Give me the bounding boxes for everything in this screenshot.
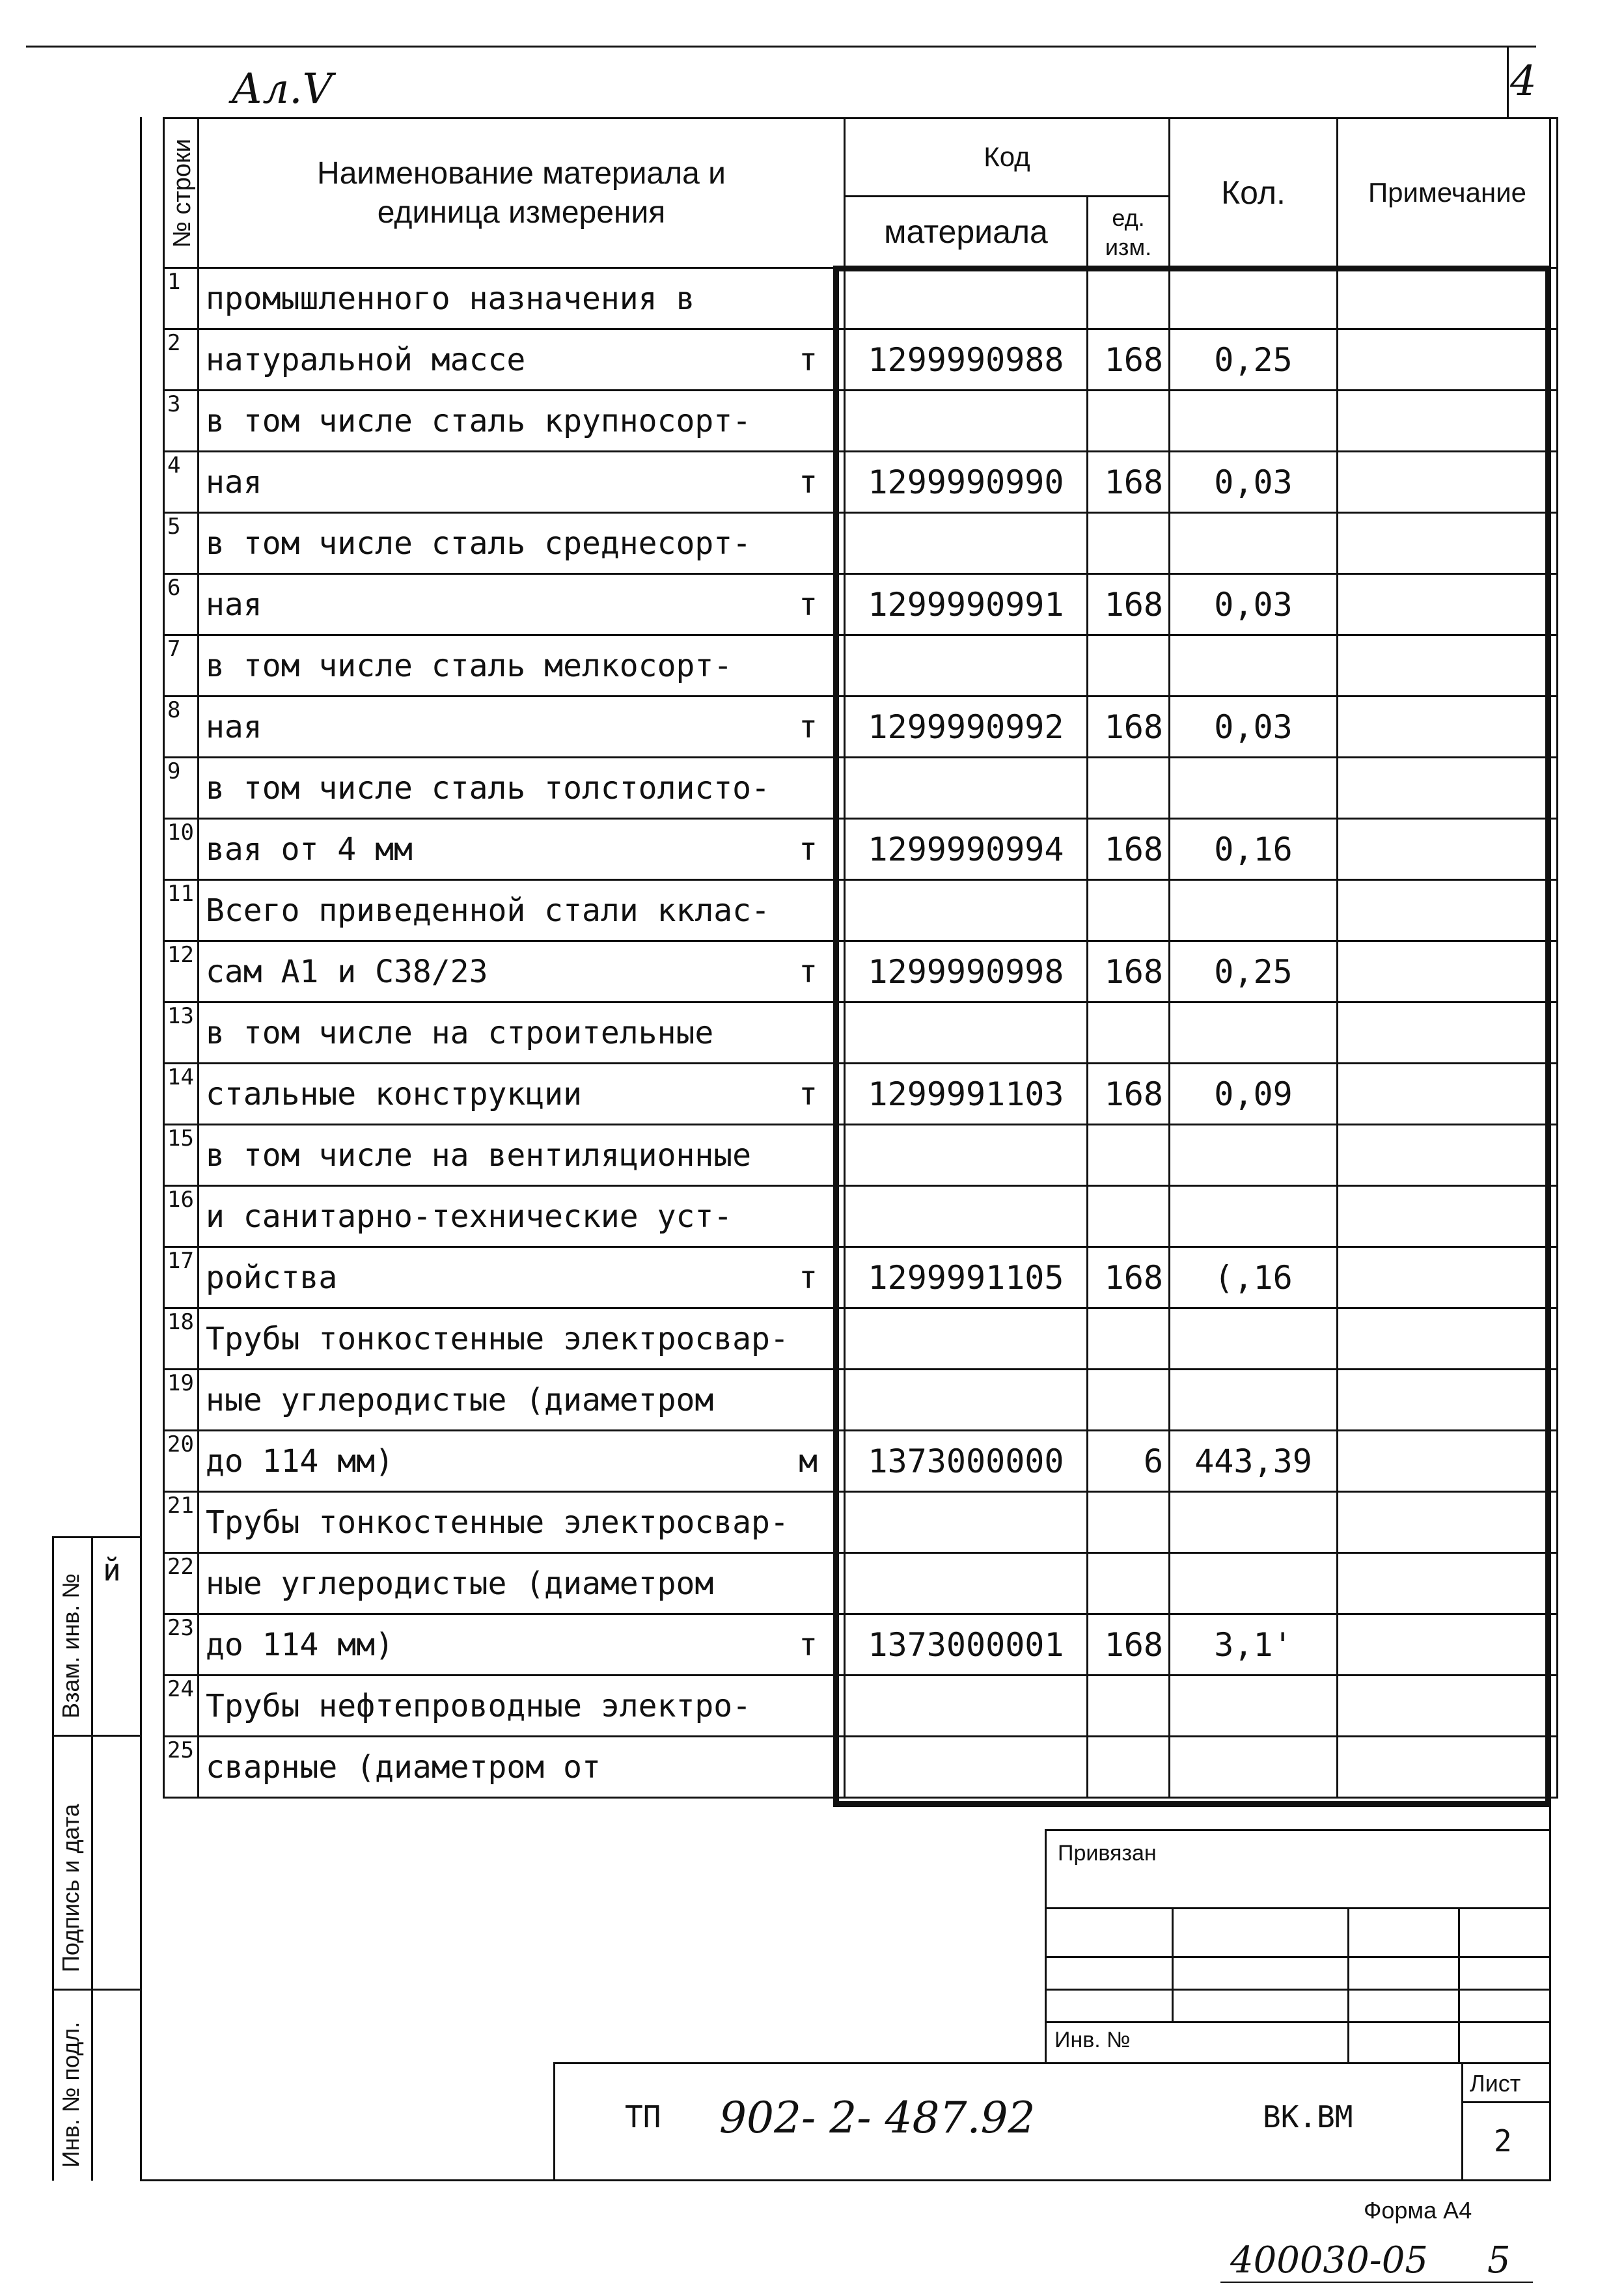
row-unit-code bbox=[1088, 1186, 1170, 1247]
row-name: в том числе на строительные bbox=[206, 1014, 714, 1051]
table-row bbox=[164, 452, 1558, 513]
margin-strip-div-2 bbox=[52, 1989, 142, 1991]
row-unit-code bbox=[1088, 1125, 1170, 1186]
stamp-sheet-no: 2 bbox=[1494, 2123, 1512, 2159]
margin-strip-div-1 bbox=[52, 1735, 142, 1737]
row-quantity bbox=[1170, 1002, 1338, 1064]
row-material-code bbox=[845, 1125, 1088, 1186]
header-note: Примечание bbox=[1338, 118, 1558, 268]
row-name: в том числе сталь мелкосорт- bbox=[206, 647, 733, 684]
row-material-code: 1299990992 bbox=[845, 697, 1088, 758]
table-row bbox=[164, 574, 1558, 635]
header-row-no bbox=[164, 118, 199, 268]
table-row bbox=[164, 1614, 1558, 1676]
table-row bbox=[164, 1737, 1558, 1798]
row-name-cell bbox=[199, 1125, 845, 1186]
row-material-code: 1373000001 bbox=[845, 1614, 1088, 1676]
row-note bbox=[1338, 268, 1558, 329]
row-number: 12 bbox=[164, 941, 199, 1002]
row-name-cell bbox=[199, 1431, 845, 1492]
row-unit-code bbox=[1088, 1737, 1170, 1798]
stamp-col-2 bbox=[1347, 1907, 1349, 2063]
row-name-cell bbox=[199, 1370, 845, 1431]
row-name: промышленного назначения в bbox=[206, 280, 695, 317]
row-name: в том числе сталь крупносорт- bbox=[206, 402, 752, 439]
row-number: 10 bbox=[164, 819, 199, 880]
row-quantity: 0,09 bbox=[1170, 1064, 1338, 1125]
row-number: 22 bbox=[164, 1553, 199, 1614]
row-quantity bbox=[1170, 1186, 1338, 1247]
table-row bbox=[164, 1492, 1558, 1553]
row-quantity bbox=[1170, 880, 1338, 941]
row-material-code bbox=[845, 268, 1088, 329]
table-row bbox=[164, 941, 1558, 1002]
row-material-code bbox=[845, 758, 1088, 819]
row-quantity bbox=[1170, 635, 1338, 697]
table-row bbox=[164, 1002, 1558, 1064]
row-quantity bbox=[1170, 758, 1338, 819]
row-material-code: 1299990990 bbox=[845, 452, 1088, 513]
stamp-tp-prefix: ТП bbox=[625, 2099, 661, 2134]
row-name: Трубы нефтепроводные электро- bbox=[206, 1687, 752, 1724]
row-unit: т bbox=[799, 953, 818, 990]
row-number: 24 bbox=[164, 1676, 199, 1737]
header-code-unit-label: ед. изм. bbox=[1105, 204, 1152, 260]
row-note bbox=[1338, 1247, 1558, 1308]
row-unit-code: 168 bbox=[1088, 1614, 1170, 1676]
table-row bbox=[164, 1676, 1558, 1737]
row-note bbox=[1338, 1125, 1558, 1186]
row-unit-code: 6 bbox=[1088, 1431, 1170, 1492]
row-material-code: 1299990998 bbox=[845, 941, 1088, 1002]
row-material-code bbox=[845, 1676, 1088, 1737]
row-number: 7 bbox=[164, 635, 199, 697]
row-name: ные углеродистые (диаметром bbox=[206, 1381, 714, 1418]
row-unit-code bbox=[1088, 1492, 1170, 1553]
stamp-sheet-label: Лист bbox=[1470, 2070, 1521, 2097]
row-name: до 114 мм) bbox=[206, 1626, 394, 1663]
row-name: в том числе на вентиляционные bbox=[206, 1137, 752, 1174]
row-number: 9 bbox=[164, 758, 199, 819]
row-name-cell bbox=[199, 1247, 845, 1308]
header-row-no-label: № строки bbox=[168, 138, 196, 248]
row-number: 2 bbox=[164, 329, 199, 391]
row-note bbox=[1338, 1553, 1558, 1614]
header-code-material: материала bbox=[845, 197, 1088, 268]
row-unit-code bbox=[1088, 268, 1170, 329]
table-row bbox=[164, 1247, 1558, 1308]
side-label-inv-podl: Инв. № подл. bbox=[57, 2021, 84, 2168]
header-code: Код bbox=[845, 118, 1170, 197]
row-note bbox=[1338, 1002, 1558, 1064]
row-name: ная bbox=[206, 463, 262, 501]
row-name-cell bbox=[199, 329, 845, 391]
side-mark-vzam: й bbox=[103, 1552, 121, 1588]
album-mark: Ал.V bbox=[231, 65, 333, 113]
row-name-cell bbox=[199, 819, 845, 880]
row-name-cell bbox=[199, 1186, 845, 1247]
row-name-cell bbox=[199, 513, 845, 574]
footer-archive-no: 400030-05 bbox=[1230, 2239, 1428, 2282]
row-number: 16 bbox=[164, 1186, 199, 1247]
row-name-cell bbox=[199, 391, 845, 452]
stamp-col-3 bbox=[1458, 1907, 1460, 2063]
row-quantity bbox=[1170, 1308, 1338, 1370]
table-row bbox=[164, 1125, 1558, 1186]
row-name-cell bbox=[199, 268, 845, 329]
row-number: 3 bbox=[164, 391, 199, 452]
row-name-cell bbox=[199, 941, 845, 1002]
row-material-code bbox=[845, 513, 1088, 574]
row-unit-code bbox=[1088, 1308, 1170, 1370]
table-row bbox=[164, 1370, 1558, 1431]
row-unit: т bbox=[799, 586, 818, 623]
row-name: ная bbox=[206, 708, 262, 745]
row-name-cell bbox=[199, 697, 845, 758]
row-note bbox=[1338, 1492, 1558, 1553]
page-number: 4 bbox=[1510, 57, 1537, 105]
row-name: ные углеродистые (диаметром bbox=[206, 1565, 714, 1602]
row-number: 20 bbox=[164, 1431, 199, 1492]
row-name-cell bbox=[199, 452, 845, 513]
row-name: и санитарно-технические уст- bbox=[206, 1198, 733, 1235]
row-name-cell bbox=[199, 1737, 845, 1798]
stamp-line-4 bbox=[1045, 2021, 1551, 2023]
row-quantity bbox=[1170, 1676, 1338, 1737]
stamp-main-left bbox=[553, 2062, 555, 2181]
row-note bbox=[1338, 697, 1558, 758]
header-code-unit bbox=[1088, 197, 1170, 268]
row-quantity bbox=[1170, 1125, 1338, 1186]
row-unit: т bbox=[799, 831, 818, 868]
row-material-code: 1299990988 bbox=[845, 329, 1088, 391]
row-note bbox=[1338, 1431, 1558, 1492]
side-label-podpis: Подпись и дата bbox=[57, 1804, 84, 1972]
frame-bottom-line bbox=[140, 2179, 1551, 2181]
row-note bbox=[1338, 635, 1558, 697]
table-row bbox=[164, 391, 1558, 452]
row-name: сам А1 и С38/23 bbox=[206, 953, 488, 990]
row-unit-code: 168 bbox=[1088, 1247, 1170, 1308]
row-name-cell bbox=[199, 635, 845, 697]
stamp-top-line bbox=[1045, 1829, 1551, 1831]
row-name-cell bbox=[199, 1676, 845, 1737]
row-note bbox=[1338, 391, 1558, 452]
table-body bbox=[164, 268, 1558, 1798]
row-name: сварные (диаметром от bbox=[206, 1748, 601, 1786]
row-name-cell bbox=[199, 574, 845, 635]
row-quantity: 0,03 bbox=[1170, 574, 1338, 635]
table-row bbox=[164, 819, 1558, 880]
margin-strip-top bbox=[52, 1536, 142, 1538]
stamp-privyazan: Привязан bbox=[1058, 1841, 1157, 1866]
stamp-mark: ВК.ВМ bbox=[1263, 2099, 1353, 2134]
row-name: стальные конструкции bbox=[206, 1075, 582, 1112]
stamp-inv-no: Инв. № bbox=[1054, 2028, 1131, 2052]
row-unit-code bbox=[1088, 880, 1170, 941]
row-material-code bbox=[845, 880, 1088, 941]
row-name-cell bbox=[199, 1002, 845, 1064]
row-quantity bbox=[1170, 1737, 1338, 1798]
row-number: 17 bbox=[164, 1247, 199, 1308]
row-note bbox=[1338, 1308, 1558, 1370]
row-note bbox=[1338, 1614, 1558, 1676]
row-unit-code: 168 bbox=[1088, 941, 1170, 1002]
row-name: Трубы тонкостенные электросвар- bbox=[206, 1320, 789, 1357]
row-unit-code bbox=[1088, 513, 1170, 574]
table-row bbox=[164, 268, 1558, 329]
row-number: 11 bbox=[164, 880, 199, 941]
row-note bbox=[1338, 1186, 1558, 1247]
row-material-code: 1299991105 bbox=[845, 1247, 1088, 1308]
row-material-code bbox=[845, 1002, 1088, 1064]
stamp-doc-code: 902- 2- 487.92 bbox=[719, 2093, 1036, 2143]
row-quantity bbox=[1170, 1553, 1338, 1614]
table-row bbox=[164, 1553, 1558, 1614]
row-name: натуральной массе bbox=[206, 341, 526, 378]
row-note bbox=[1338, 941, 1558, 1002]
row-number: 1 bbox=[164, 268, 199, 329]
row-number: 21 bbox=[164, 1492, 199, 1553]
row-quantity: (,16 bbox=[1170, 1247, 1338, 1308]
row-unit-code: 168 bbox=[1088, 1064, 1170, 1125]
row-name-cell bbox=[199, 758, 845, 819]
row-quantity: 0,16 bbox=[1170, 819, 1338, 880]
row-quantity bbox=[1170, 1492, 1338, 1553]
row-name-cell bbox=[199, 880, 845, 941]
table-row bbox=[164, 513, 1558, 574]
header-name-label: Наименование материала и единица измерения bbox=[317, 156, 726, 230]
row-number: 18 bbox=[164, 1308, 199, 1370]
stamp-col-1 bbox=[1172, 1907, 1174, 2021]
row-material-code bbox=[845, 1370, 1088, 1431]
row-unit-code: 168 bbox=[1088, 329, 1170, 391]
row-unit-code bbox=[1088, 391, 1170, 452]
stamp-line-1 bbox=[1045, 1907, 1551, 1909]
table-row bbox=[164, 758, 1558, 819]
row-note bbox=[1338, 513, 1558, 574]
row-name: ная bbox=[206, 586, 262, 623]
footer-format: Форма A4 bbox=[1364, 2197, 1472, 2224]
row-unit: т bbox=[799, 708, 818, 745]
table-row bbox=[164, 1431, 1558, 1492]
page-number-box-left bbox=[1507, 46, 1509, 117]
row-name: вая от 4 мм bbox=[206, 831, 413, 868]
row-name: в том числе сталь среднесорт- bbox=[206, 525, 752, 562]
row-unit-code bbox=[1088, 758, 1170, 819]
stamp-left-line bbox=[1045, 1829, 1047, 2063]
row-number: 19 bbox=[164, 1370, 199, 1431]
row-material-code: 1299990994 bbox=[845, 819, 1088, 880]
row-name-cell bbox=[199, 1064, 845, 1125]
row-unit-code: 168 bbox=[1088, 819, 1170, 880]
row-quantity: 0,03 bbox=[1170, 697, 1338, 758]
row-number: 6 bbox=[164, 574, 199, 635]
table-row bbox=[164, 1186, 1558, 1247]
material-table bbox=[163, 117, 1558, 1799]
row-material-code bbox=[845, 635, 1088, 697]
row-name-cell bbox=[199, 1614, 845, 1676]
margin-strip-line-2 bbox=[91, 1536, 93, 2181]
row-material-code bbox=[845, 1492, 1088, 1553]
row-unit-code bbox=[1088, 1676, 1170, 1737]
row-material-code: 1299991103 bbox=[845, 1064, 1088, 1125]
row-unit-code: 168 bbox=[1088, 697, 1170, 758]
row-name: Трубы тонкостенные электросвар- bbox=[206, 1504, 789, 1541]
row-quantity bbox=[1170, 513, 1338, 574]
row-material-code: 1299990991 bbox=[845, 574, 1088, 635]
row-number: 4 bbox=[164, 452, 199, 513]
table-row bbox=[164, 635, 1558, 697]
row-name: Всего приведенной стали кклас- bbox=[206, 892, 770, 929]
row-note bbox=[1338, 1737, 1558, 1798]
row-quantity bbox=[1170, 391, 1338, 452]
row-quantity: 443,39 bbox=[1170, 1431, 1338, 1492]
row-note bbox=[1338, 880, 1558, 941]
row-number: 5 bbox=[164, 513, 199, 574]
stamp-line-3 bbox=[1045, 1989, 1551, 1991]
row-number: 8 bbox=[164, 697, 199, 758]
table-row bbox=[164, 329, 1558, 391]
row-quantity bbox=[1170, 268, 1338, 329]
top-border-line bbox=[26, 46, 1536, 48]
row-note bbox=[1338, 1676, 1558, 1737]
row-note bbox=[1338, 819, 1558, 880]
row-name-cell bbox=[199, 1553, 845, 1614]
row-number: 25 bbox=[164, 1737, 199, 1798]
table-row bbox=[164, 697, 1558, 758]
row-name: ройства bbox=[206, 1259, 338, 1296]
frame-left-line bbox=[140, 117, 142, 2181]
row-number: 23 bbox=[164, 1614, 199, 1676]
header-name bbox=[199, 118, 845, 268]
table-row bbox=[164, 1064, 1558, 1125]
row-name: до 114 мм) bbox=[206, 1442, 394, 1480]
stamp-main-top bbox=[553, 2062, 1551, 2064]
row-unit: м bbox=[799, 1442, 818, 1480]
row-material-code: 1373000000 bbox=[845, 1431, 1088, 1492]
row-unit-code bbox=[1088, 1002, 1170, 1064]
row-number: 14 bbox=[164, 1064, 199, 1125]
row-quantity: 0,03 bbox=[1170, 452, 1338, 513]
header-qty: Кол. bbox=[1170, 118, 1338, 268]
row-number: 15 bbox=[164, 1125, 199, 1186]
row-material-code bbox=[845, 1186, 1088, 1247]
row-material-code bbox=[845, 1308, 1088, 1370]
row-note bbox=[1338, 1370, 1558, 1431]
row-material-code bbox=[845, 1553, 1088, 1614]
stamp-line-2 bbox=[1045, 1956, 1551, 1958]
row-unit: т bbox=[799, 463, 818, 501]
row-unit: т bbox=[799, 1075, 818, 1112]
row-name: в том числе сталь толстолисто- bbox=[206, 769, 770, 807]
row-number: 13 bbox=[164, 1002, 199, 1064]
row-unit-code bbox=[1088, 1553, 1170, 1614]
row-note bbox=[1338, 329, 1558, 391]
row-name-cell bbox=[199, 1308, 845, 1370]
row-unit: т bbox=[799, 1626, 818, 1663]
table-row bbox=[164, 1308, 1558, 1370]
row-note bbox=[1338, 758, 1558, 819]
stamp-sheet-divider bbox=[1461, 2101, 1551, 2103]
row-quantity: 0,25 bbox=[1170, 329, 1338, 391]
stamp-sheet-left bbox=[1461, 2062, 1463, 2181]
footer-underline bbox=[1220, 2282, 1533, 2283]
row-unit-code bbox=[1088, 1370, 1170, 1431]
row-note bbox=[1338, 574, 1558, 635]
row-quantity: 3,1' bbox=[1170, 1614, 1338, 1676]
footer-archive-sheet: 5 bbox=[1487, 2239, 1511, 2282]
row-note bbox=[1338, 1064, 1558, 1125]
row-material-code bbox=[845, 391, 1088, 452]
row-quantity: 0,25 bbox=[1170, 941, 1338, 1002]
row-note bbox=[1338, 452, 1558, 513]
row-unit-code: 168 bbox=[1088, 452, 1170, 513]
row-unit: т bbox=[799, 1259, 818, 1296]
row-unit-code bbox=[1088, 635, 1170, 697]
margin-strip-line-1 bbox=[52, 1536, 54, 2181]
side-label-vzam: Взам. инв. № bbox=[57, 1573, 84, 1718]
row-name-cell bbox=[199, 1492, 845, 1553]
row-unit: т bbox=[799, 341, 818, 378]
row-unit-code: 168 bbox=[1088, 574, 1170, 635]
row-material-code bbox=[845, 1737, 1088, 1798]
table-row bbox=[164, 880, 1558, 941]
row-quantity bbox=[1170, 1370, 1338, 1431]
